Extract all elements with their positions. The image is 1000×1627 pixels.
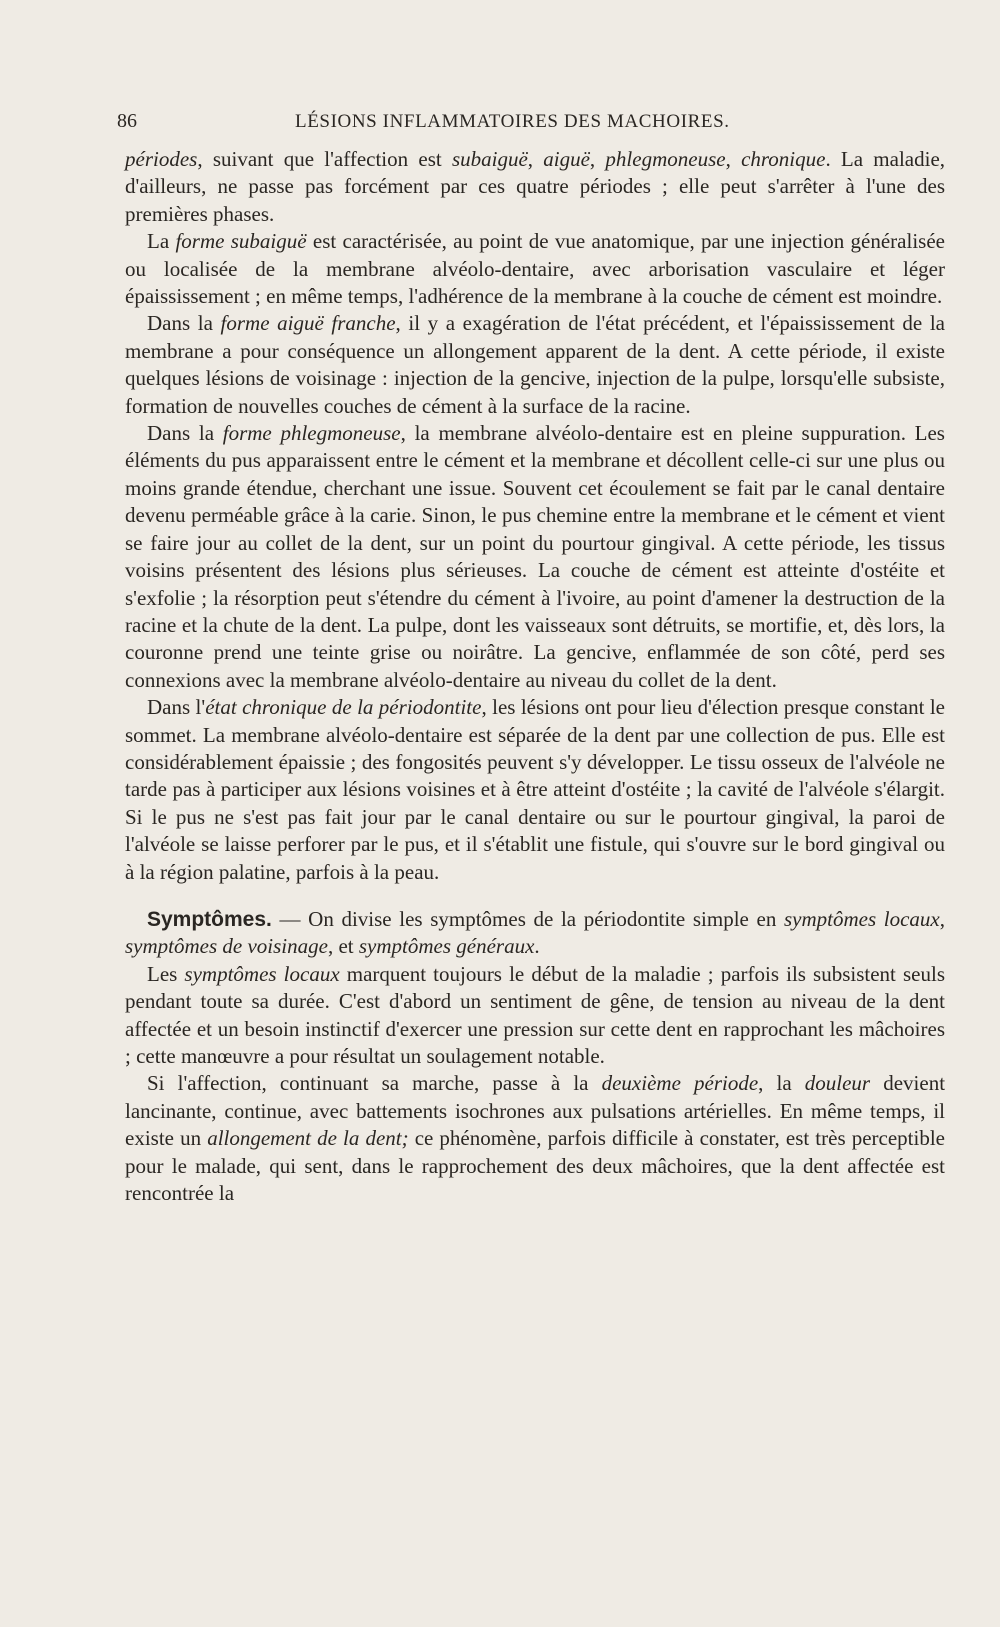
- text-run: Les: [147, 961, 185, 986]
- text-run: . La maladie, d'ailleurs, ne passe pas forcément par ces quatre périodes ; elle peut s'arrêter à l'une des premières phases.: [125, 147, 946, 226]
- italic-text: aiguë: [543, 147, 590, 171]
- italic-text: chronique: [741, 147, 826, 171]
- text-block: [117, 108, 946, 1207]
- italic-text: périodes: [125, 147, 198, 171]
- text-run: devient lancinante, continue, avec battements isochrones aux pulsations artérielles. En même temps, il existe un: [125, 1071, 946, 1151]
- section-symptoms: [125, 906, 945, 961]
- italic-text: forme aiguë franche: [220, 311, 396, 336]
- italic-text: phlegmoneuse: [605, 147, 726, 171]
- italic-text: forme phlegmoneuse: [222, 421, 401, 446]
- text-run: est caractérisée, au point de vue anatomique, par une injection généralisée ou localisée de la membrane alvéolo-dentaire, avec arborisation vasculaire et léger épaississement ; en même temps, l'adhérence de la membrane à la couche de cément est moindre.: [125, 229, 945, 309]
- paragraph-local-symptoms: [125, 961, 945, 1071]
- text-run: Dans la: [147, 311, 221, 336]
- italic-text: symptômes locaux: [184, 961, 340, 986]
- text-run: ,: [939, 906, 945, 931]
- running-head: [117, 108, 945, 138]
- italic-text: deuxième période: [601, 1071, 759, 1096]
- paragraph-acute-form: [125, 310, 945, 420]
- text-run: — On divise les symptômes de la périodontite simple en: [271, 906, 784, 931]
- text-run: , il y a exagération de l'état précédent, et l'épaississement de la membrane a pour conséquence un allongement apparent de la dent. A cette période, il existe quelques lésions de voisinage : injection de la gencive, injection de la pulpe, lorsqu'elle subsiste, formation de nouvelles couches de cément à la surface de la racine.: [125, 311, 945, 418]
- text-run: marquent toujours le début de la maladie ; parfois ils subsistent seuls pendant toute sa durée. C'est d'abord un sentiment de gêne, de tension au niveau de la dent affectée et un besoin instinctif d'exercer une pression sur cette dent en rapprochant les mâchoires ; cette manœuvre a pour résultat un soulagement notable.: [125, 961, 945, 1068]
- text-run: Si l'affection, continuant sa marche, passe à la: [147, 1071, 602, 1096]
- italic-text: symptômes généraux: [358, 934, 535, 959]
- italic-text: état chronique de la périodontite: [205, 695, 482, 720]
- italic-text: forme subaiguë: [175, 229, 307, 254]
- section-heading: Symptômes.: [147, 907, 272, 931]
- text-run: ,: [589, 147, 606, 171]
- italic-text: allongement de la dent;: [207, 1126, 409, 1151]
- page-number: 86: [117, 110, 137, 132]
- paragraph-subacute-form: [125, 228, 945, 310]
- running-title: LÉSIONS INFLAMMATOIRES DES MACHOIRES.: [295, 111, 730, 132]
- paragraph-second-period: [125, 1070, 945, 1207]
- paragraph-chronic-state: [125, 694, 945, 886]
- text-run: Dans l': [147, 695, 206, 720]
- text-run: Dans la: [147, 421, 223, 446]
- text-run: , suivant que l'affection est: [197, 147, 452, 171]
- text-run: ,: [527, 147, 544, 171]
- text-run: ce phénomène, parfois difficile à constater, est très perceptible pour le malade, qui sent, dans le rapprochement des deux mâchoires, que la dent affectée est rencontrée la: [125, 1126, 946, 1206]
- text-run: La: [147, 229, 176, 254]
- italic-text: symptômes de voisinage: [125, 934, 328, 959]
- paragraph-periods: [125, 146, 945, 228]
- italic-text: symptômes locaux: [783, 906, 940, 931]
- text-run: ,: [725, 147, 742, 171]
- paragraph-phlegmonous-form: [125, 420, 945, 694]
- italic-text: subaiguë: [451, 147, 528, 171]
- text-run: , les lésions ont pour lieu d'élection presque constant le sommet. La membrane alvéolo-dentaire est séparée de la dent par une collection de pus. Elle est considérablement épaissie ; des fongosités peuvent s'y développer. Le tissu osseux de l'alvéole ne tarde pas à participer aux lésions voisines et à être atteint d'ostéite ; la cavité de l'alvéole s'élargit. Si le pus ne s'est pas fait jour par le canal dentaire ou sur le pourtour gingival, la paroi de l'alvéole se laisse perforer par le pus, et il s'établit une fistule, qui s'ouvre sur le bord gingival ou à la région palatine, parfois à la peau.: [125, 695, 945, 884]
- text-run: , la membrane alvéolo-dentaire est en pleine suppuration. Les éléments du pus apparaissent entre le cément et la membrane et décollent celle-ci sur une plus ou moins grande étendue, cherchant une issue. Souvent cet écoulement se fait par le canal dentaire devenu perméable grâce à la carie. Sinon, le pus chemine entre la membrane et le cément et vient se faire jour au collet de la dent, sur un point du pourtour gingival. A cette période, les tissus voisins présentent des lésions plus sérieuses. La couche de cément est atteinte d'ostéite et s'exfolie ; la résorption peut s'étendre du cément à l'ivoire, au point d'amener la destruction de la racine et la chute de la dent. La pulpe, dont les vaisseaux sont détruits, se mortifie, et, dès lors, la couronne prend une teinte grise ou noirâtre. La gencive, enflammée de son côté, perd ses connexions avec la membrane alvéolo-dentaire au niveau du collet de la dent.: [125, 421, 945, 692]
- italic-text: douleur: [804, 1071, 871, 1096]
- text-run: , et: [327, 934, 359, 959]
- text-run: .: [534, 934, 540, 959]
- text-run: , la: [758, 1071, 805, 1096]
